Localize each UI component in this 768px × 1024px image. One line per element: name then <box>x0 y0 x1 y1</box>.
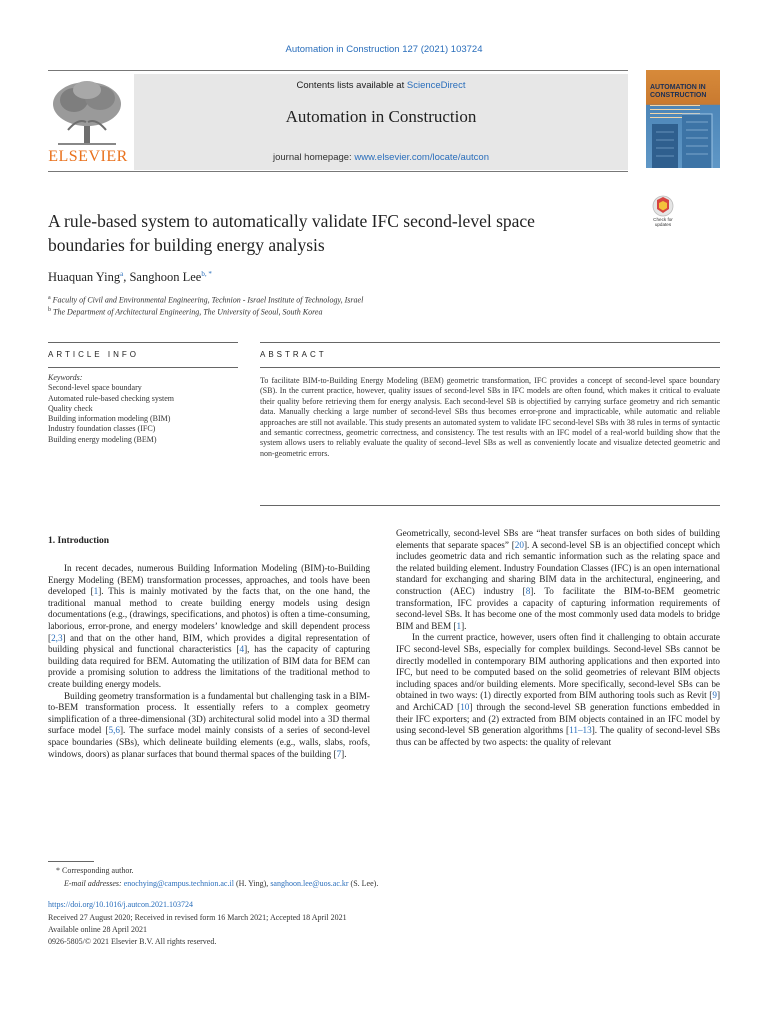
copyright-line: 0926-5805/© 2021 Elsevier B.V. All rights reserved. <box>48 937 217 946</box>
citation-link[interactable]: 20 <box>514 539 524 550</box>
email-link[interactable]: enochying@campus.technion.ac.il <box>123 879 234 888</box>
journal-reference[interactable]: Automation in Construction 127 (2021) 103724 <box>285 44 483 55</box>
paragraph <box>48 563 370 691</box>
journal-header-box <box>134 74 628 170</box>
paragraph-text: In the current practice, however, users often find it challenging to obtain accurate IFC second-level SBs, especially for complex buildings. Second-level SBs cannot be directly modelled in contemporary BIM authoring applications and then exported into IFC, but need to be computed based on the solid geometries of relevant BIM objects including spaces and/or building elements. More specifically, second-level SBs can be obtained in two ways: (1) directly exported from BIM authoring tools such as Revit [ <box>396 632 720 701</box>
affiliation-a <box>48 295 668 305</box>
journal-cover-image[interactable] <box>646 70 720 168</box>
keywords-list <box>48 373 238 445</box>
doi-text[interactable]: https://doi.org/10.1016/j.autcon.2021.103724 <box>48 900 193 909</box>
email-addresses <box>64 879 378 888</box>
footnote-rule <box>48 861 94 862</box>
citation-link[interactable]: 7 <box>336 748 342 759</box>
paragraph-text: ]. The surface model mainly consists of a series of second-level space boundaries (SBs), which delineate building elements (e.g., walls, slabs, roofs, windows, doors) as planar surfaces that bound thermal spaces of the building [ <box>48 725 371 759</box>
email-link[interactable]: sanghoon.lee@uos.ac.kr <box>270 879 349 888</box>
section-heading: 1. Introduction <box>48 536 110 546</box>
author-separator: , <box>123 270 130 285</box>
author-name[interactable]: Huaquan Ying <box>48 270 121 285</box>
received-dates: Received 27 August 2020; Received in revised form 16 March 2021; Accepted 18 April 2021 <box>48 913 347 922</box>
paragraph-text: ]. <box>341 748 347 759</box>
paragraph-text: ]. To facilitate the BIM-to-BEM geometric transformation, IFC provides a capacity of capturing information requirements of second-level SBs. It has become one of the most commonly used data models to bridge BIM and BEM [ <box>396 585 720 631</box>
paragraph-text: ]. <box>461 620 467 631</box>
journal-title: Automation in Construction <box>285 107 477 126</box>
email-label: E-mail addresses: <box>64 879 124 888</box>
affiliation-text: The Department of Architectural Engineering, The University of Seoul, South Korea <box>53 307 323 317</box>
citation-link[interactable]: 4 <box>239 644 245 655</box>
affiliation-marker: b <box>48 307 51 313</box>
paragraph-text: ]. The quality of second-level SBs thus can be affected by two aspects: the quality of relevant <box>396 725 720 747</box>
cover-building-graphic <box>646 110 720 168</box>
header-top-rule <box>48 70 628 71</box>
citation-link[interactable]: 1 <box>456 620 462 631</box>
publisher-logo <box>48 78 128 166</box>
header-bottom-rule <box>48 171 628 172</box>
citation-link[interactable]: 10 <box>460 701 470 712</box>
body-column-right <box>396 528 720 748</box>
citation-link[interactable]: 11–13 <box>569 725 592 736</box>
paragraph-text: ] and that on the other hand, BIM, which provides a digital representation of building physical and functional characteristics [ <box>48 632 370 655</box>
abstract-top-rule <box>260 342 720 343</box>
paragraph-text: ] and ArchiCAD [ <box>396 690 720 712</box>
article-title-line-1: A rule-based system to automatically validate IFC second-level space <box>48 211 535 231</box>
available-online: Available online 28 April 2021 <box>48 925 147 934</box>
citation-link[interactable]: 2,3 <box>51 632 63 643</box>
keywords-label: Keywords: <box>48 373 83 382</box>
cover-title: AUTOMATION IN CONSTRUCTION <box>650 84 707 99</box>
affiliation-text: Faculty of Civil and Environmental Engineering, Technion - Israel Institute of Technology, Israel <box>52 295 364 305</box>
keyword: Building energy modeling (BEM) <box>48 434 157 444</box>
author-affiliation-marker[interactable]: a <box>120 270 124 278</box>
homepage-prefix: journal homepage: <box>273 152 355 163</box>
paragraph-text: ], has the capacity of capturing building data required for BEM. Automating the utilization of BIM data for BEM can provide a promising solution to address the limitations of the traditional method to create building energy models. <box>48 644 371 689</box>
elsevier-tree-icon <box>48 78 126 148</box>
doi-link[interactable] <box>48 899 193 910</box>
abstract-text: To facilitate BIM-to-Building Energy Modeling (BEM) geometric transformation, IFC provides a concept of second-level space boundary (SB). In the current practice, however, quality issues of second-level SBs in IFC models are often found, which makes it critical to evaluate their quality before retrieving them for energy analysis. Each second-level SB is objectified by carrying surface geometry and rich semantic data. Manually checking a large number of second-level SBs thus becomes error-prone and impracticable, while automatic and reliable approaches are still not available. This study presents an automated system to validate IFC second-level SBs with 38 rules in terms of syntactic and semantic correctness, geometric correctness, and consistency. The test results with an IFC model of a real-world building show that the system allows users to reliably evaluate the quality of second–level SBs as well as conveniently locate and visualize detected geometric and non-geometric errors. <box>260 376 720 458</box>
citation-link[interactable]: 1 <box>93 586 99 597</box>
svg-text:Check for: Check for <box>653 217 673 222</box>
article-title-line-2: boundaries for building energy analysis <box>48 235 325 255</box>
citation-link[interactable]: 8 <box>525 585 531 596</box>
paragraph-text: ] through the second-level SB generation functions embedded in their IFC exporters; and (2) extracted from BIM objects contained in an IFC model by using second-level SB generation algorithms [ <box>396 701 720 736</box>
citation-link[interactable]: 9 <box>712 690 717 701</box>
paragraph <box>48 691 370 761</box>
paragraph-text: Geometrically, second-level SBs are “heat transfer surfaces on both sides of building elements that separate spaces” [ <box>396 528 720 550</box>
body-column-left <box>48 563 370 760</box>
contents-line <box>134 80 628 91</box>
affiliation-marker: a <box>48 295 51 301</box>
paragraph <box>396 632 720 748</box>
homepage-line <box>134 152 628 163</box>
keyword: Second-level space boundary <box>48 383 142 393</box>
svg-text:updates: updates <box>654 222 672 227</box>
citation-link[interactable]: 5,6 <box>108 725 120 736</box>
paragraph-text: ]. This is mainly motivated by the facts that, on the one hand, the traditional manual method to create building energy models using design documentations (e.g., (drawings, specifications, and photos) is often a time-consuming, laborious, error-prone, and energy modelers’ knowledge and skill dependent process [ <box>48 586 370 643</box>
author-list <box>48 270 648 285</box>
sciencedirect-link[interactable]: ScienceDirect <box>406 80 466 91</box>
abstract-heading: ABSTRACT <box>260 350 327 359</box>
check-for-updates-icon[interactable] <box>648 195 678 229</box>
email-owner: (S. Lee). <box>348 879 379 888</box>
abstract-rule <box>260 367 720 368</box>
paragraph-text: Building geometry transformation is a fundamental but challenging task in a BIM-to-BEM transformation process. It essentially refers to a complex geometry simplification of a three-dimensional (3D) architectural solid model into a 3D thermal surface model [ <box>48 690 370 736</box>
author-name[interactable]: Sanghoon Lee <box>129 270 202 285</box>
paragraph-text: ]. A second-level SB is an objectified concept which includes geometric data and rich semantic information such as the relating space and the related building element. Industry Foundation Classes (IFC) is an open international standard for exchanging and sharing BIM data in the architectural, engineering, and construction (AEC) industry [ <box>396 539 720 596</box>
paragraph-text: In recent decades, numerous Building Information Modeling (BIM)-to-Building Energy Modeling (BEM) transformation processes, approaches, and tools have been developed [ <box>48 563 370 597</box>
publisher-name: ELSEVIER <box>48 148 128 165</box>
affiliation-b <box>48 307 668 317</box>
article-info-rule <box>48 367 238 368</box>
author-affiliation-marker[interactable]: b, * <box>201 270 212 278</box>
email-owner: (H. Ying), <box>233 879 271 888</box>
keyword: Quality check <box>48 403 93 413</box>
paragraph <box>396 528 720 632</box>
homepage-link[interactable]: www.elsevier.com/locate/autcon <box>354 152 489 163</box>
contents-prefix: Contents lists available at <box>296 80 407 91</box>
article-title <box>48 209 628 257</box>
article-info-top-rule <box>48 342 238 343</box>
keyword: Industry foundation classes (IFC) <box>48 424 156 434</box>
abstract-bottom-rule <box>260 505 720 506</box>
article-info-heading: ARTICLE INFO <box>48 350 139 359</box>
corresponding-author-note: * Corresponding author. <box>56 866 134 875</box>
keyword: Automated rule-based checking system <box>48 393 174 403</box>
keyword: Building information modeling (BIM) <box>48 414 171 424</box>
